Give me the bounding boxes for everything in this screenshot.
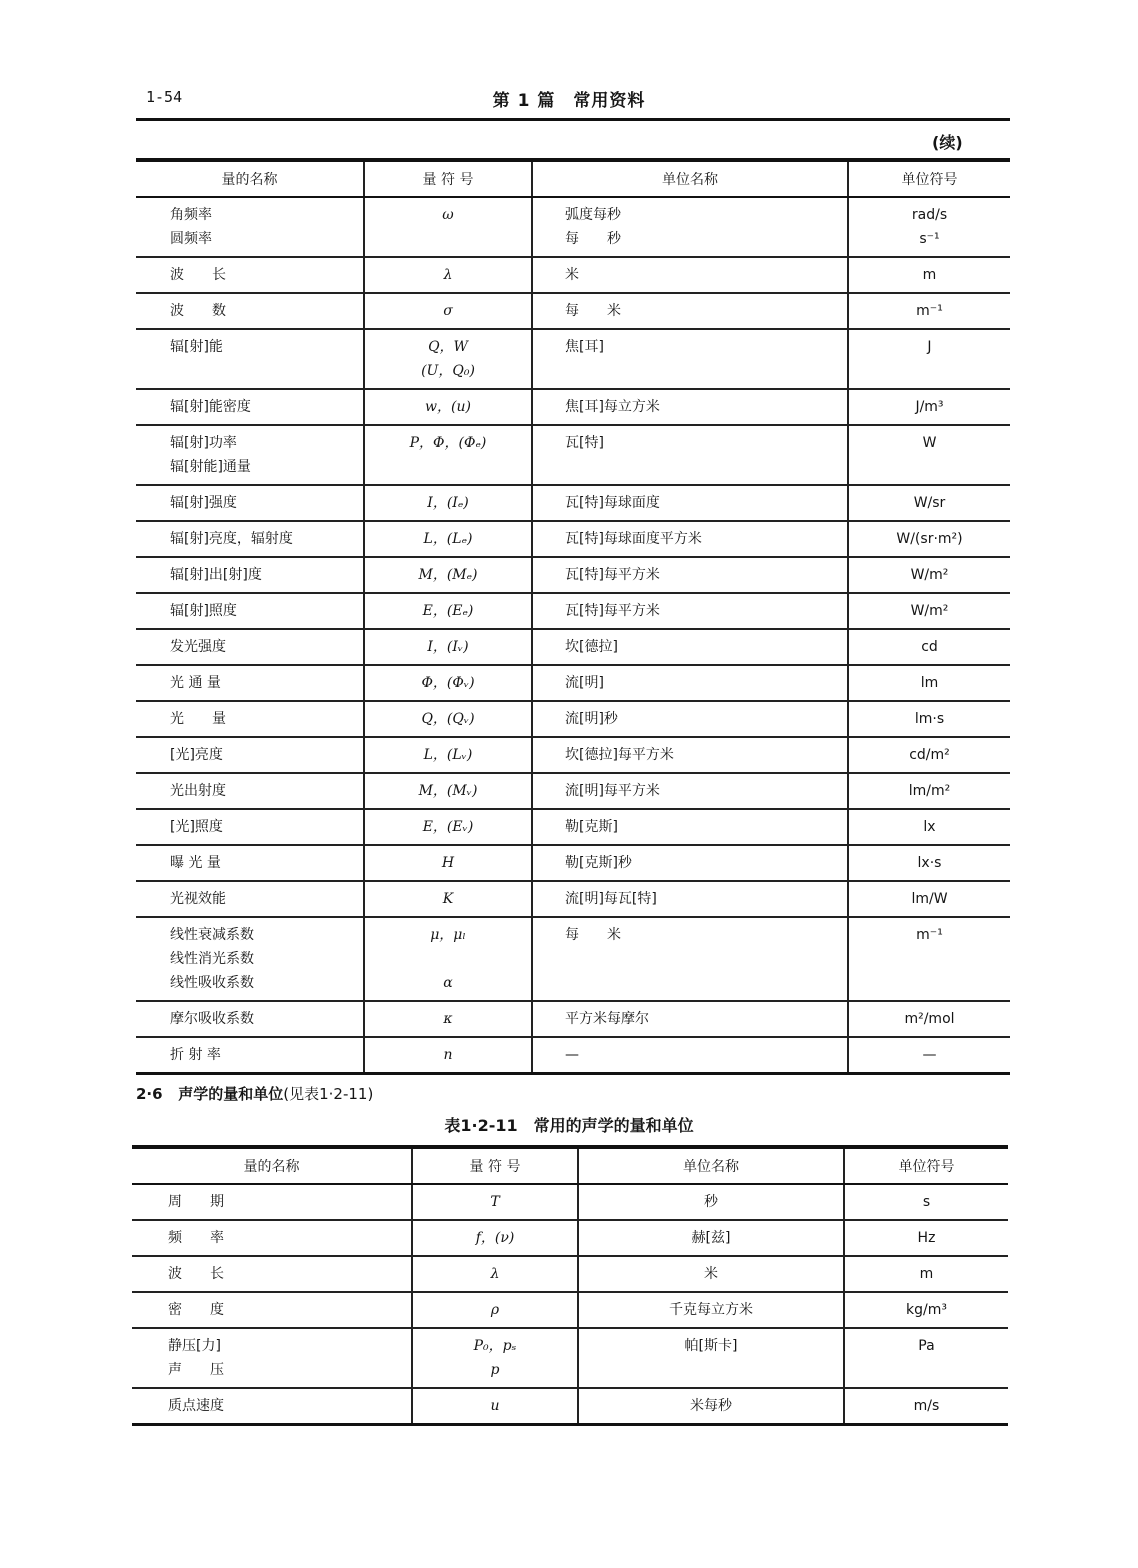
quantity-name: 频 率	[168, 1230, 224, 1246]
quantity-symbol: λ	[443, 267, 453, 283]
quantity-name-cell	[136, 557, 364, 593]
quantity-name-cell	[136, 1037, 364, 1074]
quantity-symbol-cell	[412, 1388, 578, 1425]
quantity-name: 波 长	[168, 1266, 224, 1282]
quantity-symbol-cell	[412, 1328, 578, 1388]
running-header-title: 第 1 篇 常用资料	[492, 91, 646, 111]
table-row	[136, 845, 1010, 881]
unit-symbol-cell	[848, 881, 1010, 917]
unit-name-cell	[532, 521, 848, 557]
quantity-symbol: E，(Eₑ)	[422, 603, 474, 619]
unit-symbol: lm/m²	[908, 783, 951, 799]
section-reference: (见表1·2-11)	[283, 1085, 374, 1103]
quantity-symbol: M，(Mᵥ)	[418, 783, 478, 799]
quantity-name: 折 射 率	[170, 1047, 221, 1063]
quantity-name	[170, 359, 363, 383]
unit-name	[565, 455, 847, 479]
column-header: 量的名称	[132, 1147, 412, 1184]
unit-symbol: W/m²	[910, 603, 949, 619]
unit-symbol-cell	[844, 1220, 1008, 1256]
quantity-name: 线性吸收系数	[170, 975, 254, 991]
unit-symbol-cell	[848, 845, 1010, 881]
unit-symbol: m	[919, 1266, 934, 1282]
quantity-name: 光出射度	[170, 783, 226, 799]
quantity-symbol-cell	[412, 1256, 578, 1292]
table-row	[136, 257, 1010, 293]
table-header-row	[136, 160, 1010, 197]
quantity-name: 圆频率	[170, 231, 212, 247]
unit-symbol-cell	[848, 521, 1010, 557]
unit-symbol: lm/W	[911, 891, 948, 907]
unit-name: 秒	[704, 1194, 718, 1210]
unit-name-cell	[532, 1001, 848, 1037]
unit-name: 米每秒	[690, 1398, 732, 1414]
unit-name-cell	[532, 257, 848, 293]
unit-name	[565, 947, 847, 971]
quantity-name-cell	[132, 1328, 412, 1388]
quantity-symbol: M，(Mₑ)	[418, 567, 478, 583]
quantity-name: 曝 光 量	[170, 855, 221, 871]
unit-symbol: lm	[920, 675, 939, 691]
quantity-symbol-cell	[364, 773, 532, 809]
table-row	[136, 329, 1010, 389]
quantity-symbol: n	[443, 1047, 453, 1063]
unit-name-cell	[578, 1388, 844, 1425]
unit-name: 千克每立方米	[669, 1302, 753, 1318]
quantity-name-cell	[136, 881, 364, 917]
column-header: 单位符号	[848, 160, 1010, 197]
quantity-symbol-cell	[364, 701, 532, 737]
table-row	[136, 629, 1010, 665]
table-row	[132, 1184, 1008, 1220]
quantity-name-cell	[136, 737, 364, 773]
quantity-symbol: λ	[490, 1266, 500, 1282]
unit-name-cell	[532, 773, 848, 809]
unit-symbol	[849, 359, 1010, 383]
unit-name-cell	[532, 737, 848, 773]
quantity-name-cell	[136, 485, 364, 521]
quantity-symbol: σ	[443, 303, 453, 319]
unit-name: 每 秒	[565, 231, 621, 247]
quantity-symbol: w，(u)	[425, 399, 471, 415]
unit-symbol: W/m²	[910, 567, 949, 583]
quantity-symbol-cell	[364, 557, 532, 593]
quantity-symbol: T	[490, 1194, 500, 1210]
unit-symbol: s⁻¹	[919, 231, 940, 247]
unit-name: 焦[耳]	[565, 339, 604, 355]
unit-symbol: Pa	[918, 1338, 935, 1354]
quantity-name: [光]亮度	[170, 747, 223, 763]
quantity-symbol-cell	[364, 485, 532, 521]
quantity-name-cell	[136, 425, 364, 485]
unit-symbol-cell	[848, 701, 1010, 737]
quantity-symbol	[365, 455, 531, 479]
quantity-name: 波 数	[170, 303, 226, 319]
quantity-symbol-cell	[364, 665, 532, 701]
unit-name: 坎[德拉]	[565, 639, 618, 655]
table-row	[136, 809, 1010, 845]
quantity-symbol: Q，(Qᵥ)	[421, 711, 475, 727]
quantity-name-cell	[136, 329, 364, 389]
unit-name: —	[565, 1047, 579, 1063]
unit-name: 每 米	[565, 927, 621, 943]
unit-symbol-cell	[848, 809, 1010, 845]
quantity-symbol-cell	[364, 197, 532, 257]
unit-name-cell	[532, 197, 848, 257]
table-row	[136, 197, 1010, 257]
unit-symbol-cell	[848, 557, 1010, 593]
quantity-symbol: Q，W	[428, 339, 468, 355]
quantity-name: 辐[射]能密度	[170, 399, 251, 415]
quantity-symbol: ρ	[490, 1302, 500, 1318]
unit-symbol: s	[922, 1194, 931, 1210]
table-row	[136, 737, 1010, 773]
unit-symbol-cell	[848, 737, 1010, 773]
section-heading	[136, 1083, 373, 1104]
quantity-symbol: P，Φ，(Φₑ)	[409, 435, 487, 451]
quantity-name-cell	[132, 1292, 412, 1328]
table-row	[136, 917, 1010, 1001]
unit-symbol: m²/mol	[904, 1011, 955, 1027]
table-row	[136, 593, 1010, 629]
unit-name: 瓦[特]每球面度	[565, 495, 660, 511]
unit-symbol: m⁻¹	[916, 927, 943, 943]
unit-symbol-cell	[848, 593, 1010, 629]
quantity-symbol-cell	[364, 521, 532, 557]
quantity-name-cell	[136, 701, 364, 737]
table-row	[136, 1037, 1010, 1074]
unit-name: 帕[斯卡]	[684, 1338, 738, 1354]
unit-name: 弧度每秒	[565, 207, 621, 223]
unit-name-cell	[532, 881, 848, 917]
unit-symbol-cell	[848, 257, 1010, 293]
quantity-symbol-cell	[364, 389, 532, 425]
unit-symbol: J	[927, 339, 932, 355]
quantity-symbol-cell	[364, 629, 532, 665]
quantity-name-cell	[136, 257, 364, 293]
unit-symbol: J/m³	[915, 399, 944, 415]
unit-symbol-cell	[844, 1388, 1008, 1425]
unit-symbol-cell	[844, 1256, 1008, 1292]
quantity-name: 波 长	[170, 267, 226, 283]
table-row	[136, 389, 1010, 425]
unit-name: 流[明]	[565, 675, 604, 691]
column-header: 量 符 号	[364, 160, 532, 197]
table-row	[136, 293, 1010, 329]
unit-symbol: lx·s	[917, 855, 942, 871]
section-title: 声学的量和单位	[178, 1085, 284, 1103]
unit-symbol	[849, 947, 1010, 971]
unit-symbol-cell	[848, 197, 1010, 257]
unit-symbol-cell	[848, 329, 1010, 389]
quantity-name: 线性消光系数	[170, 951, 254, 967]
quantity-name: 辐[射]强度	[170, 495, 237, 511]
unit-symbol: lx	[923, 819, 936, 835]
quantity-name-cell	[136, 1001, 364, 1037]
quantity-symbol: p	[490, 1362, 500, 1378]
unit-symbol: —	[922, 1047, 937, 1063]
unit-name: 流[明]每瓦[特]	[565, 891, 657, 907]
table-row	[136, 701, 1010, 737]
unit-symbol: W	[922, 435, 937, 451]
quantity-symbol-cell	[364, 1037, 532, 1074]
unit-symbol-cell	[848, 1037, 1010, 1074]
unit-symbol-cell	[844, 1184, 1008, 1220]
quantity-symbol: K	[442, 891, 454, 907]
table-row	[136, 557, 1010, 593]
unit-name-cell	[578, 1184, 844, 1220]
unit-symbol-cell	[848, 293, 1010, 329]
acoustics-table-title: 表1·2-11 常用的声学的量和单位	[444, 1116, 694, 1135]
unit-symbol: lm·s	[914, 711, 945, 727]
unit-name: 米	[565, 267, 579, 283]
unit-symbol-cell	[848, 485, 1010, 521]
unit-name-cell	[532, 329, 848, 389]
page-number: 1-54	[146, 88, 183, 106]
quantity-name: 发光强度	[170, 639, 226, 655]
quantity-symbol: α	[443, 975, 453, 991]
unit-name: 勒[克斯]秒	[565, 855, 632, 871]
unit-symbol: m⁻¹	[916, 303, 943, 319]
section-number: 2·6	[136, 1085, 163, 1103]
quantity-name: 光视效能	[170, 891, 226, 907]
quantity-symbol-cell	[364, 737, 532, 773]
quantity-name-cell	[132, 1388, 412, 1425]
unit-name-cell	[532, 809, 848, 845]
quantity-symbol: u	[490, 1398, 500, 1414]
unit-name-cell	[578, 1292, 844, 1328]
table-row	[136, 881, 1010, 917]
quantity-symbol: I，(Iᵥ)	[427, 639, 469, 655]
quantity-name-cell	[132, 1256, 412, 1292]
quantity-name: 密 度	[168, 1302, 224, 1318]
quantity-name: 辐[射能]通量	[170, 459, 251, 475]
unit-symbol: W/sr	[913, 495, 946, 511]
quantity-name-cell	[136, 665, 364, 701]
unit-name: 瓦[特]每平方米	[565, 567, 660, 583]
quantity-symbol-cell	[364, 1001, 532, 1037]
quantity-name-cell	[132, 1220, 412, 1256]
unit-name-cell	[532, 701, 848, 737]
unit-symbol: Hz	[917, 1230, 936, 1246]
unit-name: 每 米	[565, 303, 621, 319]
unit-symbol: cd/m²	[909, 747, 950, 763]
quantity-symbol: H	[441, 855, 455, 871]
quantity-name: 周 期	[168, 1194, 224, 1210]
unit-name: 坎[德拉]每平方米	[565, 747, 674, 763]
continued-label: (续)	[932, 133, 963, 152]
column-header: 单位名称	[578, 1147, 844, 1184]
quantity-name-cell	[136, 629, 364, 665]
quantity-symbol: L，(Lᵥ)	[423, 747, 473, 763]
quantity-symbol: ω	[442, 207, 454, 223]
column-header: 单位名称	[532, 160, 848, 197]
quantity-symbol: μ，μₗ	[430, 927, 466, 943]
quantity-symbol: L，(Lₑ)	[423, 531, 473, 547]
quantity-name: 线性衰减系数	[170, 927, 254, 943]
quantity-name-cell	[136, 521, 364, 557]
unit-name-cell	[532, 557, 848, 593]
table-row	[132, 1220, 1008, 1256]
table-row	[132, 1292, 1008, 1328]
quantity-symbol-cell	[412, 1184, 578, 1220]
quantity-symbol-cell	[364, 257, 532, 293]
quantity-symbol-cell	[364, 917, 532, 1001]
unit-name: 瓦[特]每球面度平方米	[565, 531, 702, 547]
quantity-name: 辐[射]出[射]度	[170, 567, 262, 583]
quantity-name-cell	[136, 197, 364, 257]
unit-name: 平方米每摩尔	[565, 1011, 649, 1027]
unit-name-cell	[532, 389, 848, 425]
quantity-symbol: κ	[443, 1011, 453, 1027]
quantity-name: [光]照度	[170, 819, 223, 835]
quantity-name: 光 通 量	[170, 675, 221, 691]
unit-symbol	[849, 971, 1010, 995]
unit-symbol-cell	[844, 1292, 1008, 1328]
unit-name-cell	[578, 1256, 844, 1292]
column-header: 量的名称	[136, 160, 364, 197]
unit-name-cell	[532, 485, 848, 521]
quantity-name-cell	[136, 809, 364, 845]
quantity-name: 静压[力]	[168, 1338, 221, 1354]
unit-symbol-cell	[844, 1328, 1008, 1388]
quantity-symbol	[365, 227, 531, 251]
quantity-symbol-cell	[364, 881, 532, 917]
table-row	[136, 665, 1010, 701]
table-header-row	[132, 1147, 1008, 1184]
unit-name: 瓦[特]每平方米	[565, 603, 660, 619]
unit-symbol-cell	[848, 1001, 1010, 1037]
table-row	[136, 1001, 1010, 1037]
quantity-name: 光 量	[170, 711, 226, 727]
table-row	[132, 1388, 1008, 1425]
unit-name-cell	[532, 425, 848, 485]
unit-symbol: m	[922, 267, 937, 283]
quantity-name-cell	[136, 845, 364, 881]
quantity-name-cell	[136, 293, 364, 329]
unit-name-cell	[578, 1328, 844, 1388]
unit-name: 赫[兹]	[691, 1230, 731, 1246]
unit-name-cell	[532, 1037, 848, 1074]
unit-name	[565, 359, 847, 383]
quantity-name: 声 压	[168, 1362, 224, 1378]
unit-name-cell	[532, 845, 848, 881]
quantity-name-cell	[136, 773, 364, 809]
unit-name: 焦[耳]每立方米	[565, 399, 660, 415]
quantity-name: 辐[射]照度	[170, 603, 237, 619]
unit-symbol-cell	[848, 629, 1010, 665]
quantity-symbol: P₀，pₛ	[473, 1338, 517, 1354]
quantity-name: 辐[射]功率	[170, 435, 237, 451]
unit-name: 瓦[特]	[565, 435, 604, 451]
unit-symbol	[845, 1358, 1008, 1382]
unit-symbol	[849, 455, 1010, 479]
quantity-symbol-cell	[364, 593, 532, 629]
unit-symbol: rad/s	[911, 207, 948, 223]
table-row	[132, 1256, 1008, 1292]
unit-symbol: cd	[921, 639, 938, 655]
unit-symbol-cell	[848, 773, 1010, 809]
header-rule	[136, 118, 1010, 121]
unit-symbol-cell	[848, 665, 1010, 701]
quantity-name: 摩尔吸收系数	[170, 1011, 254, 1027]
quantity-name: 辐[射]能	[170, 339, 223, 355]
unit-name-cell	[532, 629, 848, 665]
column-header: 单位符号	[844, 1147, 1008, 1184]
unit-symbol-cell	[848, 425, 1010, 485]
unit-name: 勒[克斯]	[565, 819, 618, 835]
table-row	[136, 521, 1010, 557]
quantity-symbol: f，(ν)	[475, 1230, 515, 1246]
unit-symbol: kg/m³	[906, 1302, 947, 1318]
quantity-symbol-cell	[364, 425, 532, 485]
table-row	[132, 1328, 1008, 1388]
quantity-symbol	[365, 947, 531, 971]
unit-name-cell	[532, 917, 848, 1001]
table-row	[136, 773, 1010, 809]
unit-name-cell	[532, 665, 848, 701]
quantity-name-cell	[132, 1184, 412, 1220]
unit-name-cell	[532, 293, 848, 329]
unit-name-cell	[578, 1220, 844, 1256]
quantity-name-cell	[136, 389, 364, 425]
unit-symbol: m/s	[913, 1398, 940, 1414]
quantity-name: 质点速度	[168, 1398, 224, 1414]
quantity-name: 角频率	[170, 207, 212, 223]
unit-symbol: W/(sr·m²)	[896, 531, 963, 547]
quantity-symbol: Φ，(Φᵥ)	[421, 675, 475, 691]
unit-symbol-cell	[848, 389, 1010, 425]
quantity-symbol-cell	[412, 1292, 578, 1328]
quantity-symbol: (U，Q₀)	[421, 363, 475, 379]
unit-name	[579, 1358, 843, 1382]
quantity-name: 辐[射]亮度，辐射度	[170, 531, 293, 547]
acoustics-quantities-table	[132, 1145, 1008, 1426]
quantity-symbol-cell	[412, 1220, 578, 1256]
optics-quantities-table	[136, 158, 1010, 1075]
table-row	[136, 485, 1010, 521]
unit-name	[565, 971, 847, 995]
unit-name: 米	[704, 1266, 718, 1282]
quantity-symbol-cell	[364, 329, 532, 389]
quantity-name-cell	[136, 917, 364, 1001]
table-row	[136, 425, 1010, 485]
unit-name: 流[明]每平方米	[565, 783, 660, 799]
unit-name: 流[明]秒	[565, 711, 618, 727]
unit-symbol-cell	[848, 917, 1010, 1001]
quantity-symbol-cell	[364, 293, 532, 329]
quantity-name-cell	[136, 593, 364, 629]
quantity-symbol-cell	[364, 845, 532, 881]
quantity-symbol: I，(Iₑ)	[427, 495, 469, 511]
quantity-symbol: E，(Eᵥ)	[422, 819, 474, 835]
column-header: 量 符 号	[412, 1147, 578, 1184]
quantity-symbol-cell	[364, 809, 532, 845]
unit-name-cell	[532, 593, 848, 629]
